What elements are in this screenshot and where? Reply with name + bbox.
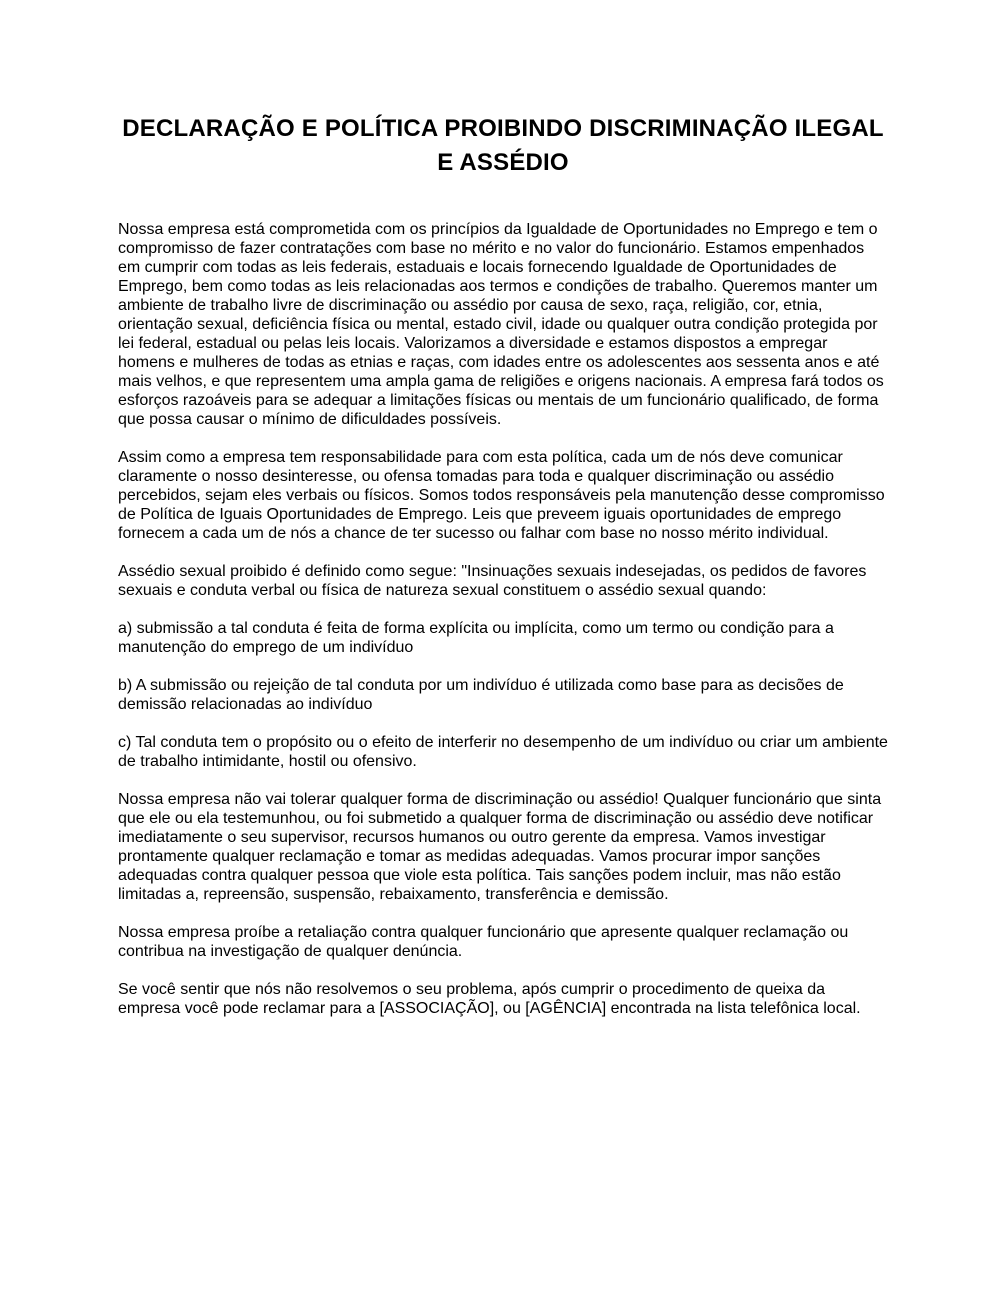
paragraph-no-retaliation: Nossa empresa proíbe a retaliação contra qualquer funcionário que apresente qualquer reclamação ou contribua na investigação de qualquer denúncia. <box>118 924 849 960</box>
paragraph-harassment-definition: Assédio sexual proibido é definido como segue: "Insinuações sexuais indesejadas, os pedidos de favores sexuais e conduta verbal ou física de natureza sexual constituem o assédio sexual quando: <box>118 563 867 599</box>
paragraph-intro-commitment: Nossa empresa está comprometida com os princípios da Igualdade de Oportunidades no Emprego e tem o compromisso de fazer contratações com base no mérito e no valor do funcionário. Estamos empenhados em cumprir com todas as leis federais, estaduais e locais fornecendo Igualdade de Oportunidades de Emprego, bem como todas as leis relacionadas aos termos e condições de trabalho. Queremos manter um ambiente de trabalho livre de discriminação ou assédio por causa de sexo, raça, religião, cor, etnia, orientação sexual, deficiência física ou mental, estado civil, idade ou qualquer outra condição protegida por lei federal, estadual ou pelas leis locais. Valorizamos a diversidade e estamos dispostos a empregar homens e mulheres de todas as etnias e raças, com idades entre os adolescentes aos sessenta anos e até mais velhos, e que representem uma ampla gama de religiões e origens nacionais. A empresa fará todos os esforços razoáveis para se adequar a limitações físicas ou mentais de um funcionário qualificado, de forma que possa causar o mínimo de dificuldades possíveis. <box>118 221 884 428</box>
paragraph-responsibility: Assim como a empresa tem responsabilidade para com esta política, cada um de nós deve comunicar claramente o nosso desinteresse, ou ofensa tomadas para toda e qualquer discriminação ou assédio percebidos, sejam eles verbais ou físicos. Somos todos responsáveis pela manutenção desse compromisso de Política de Iguais Oportunidades de Emprego. Leis que preveem iguais oportunidades de emprego fornecem a cada um de nós a chance de ter sucesso ou falhar com base no nosso mérito individual. <box>118 449 885 542</box>
paragraph-item-b: b) A submissão ou rejeição de tal conduta por um indivíduo é utilizada como base para as decisões de demissão relacionadas ao indivíduo <box>118 677 844 713</box>
paragraph-zero-tolerance: Nossa empresa não vai tolerar qualquer forma de discriminação ou assédio! Qualquer funcionário que sinta que ele ou ela testemunhou, ou foi submetido a qualquer forma de discriminação ou assédio deve notificar imediatamente o seu supervisor, recursos humanos ou outro gerente da empresa. Vamos investigar prontamente qualquer reclamação e tomar as medidas adequadas. Vamos procurar impor sanções adequadas contra qualquer pessoa que viole esta política. Tais sanções podem incluir, mas não estão limitadas a, repreensão, suspensão, rebaixamento, transferência e demissão. <box>118 791 882 903</box>
paragraph-external-complaint: Se você sentir que nós não resolvemos o seu problema, após cumprir o procedimento de queixa da empresa você pode reclamar para a [ASSOCIAÇÃO], ou [AGÊNCIA] encontrada na lista telefônica local. <box>118 981 861 1017</box>
paragraph-item-c: c) Tal conduta tem o propósito ou o efeito de interferir no desempenho de um indivíduo ou criar um ambiente de trabalho intimidante, hostil ou ofensivo. <box>118 734 888 770</box>
paragraph-item-a: a) submissão a tal conduta é feita de forma explícita ou implícita, como um termo ou condição para a manutenção do emprego de um indivíduo <box>118 620 834 656</box>
document-title: DECLARAÇÃO E POLÍTICA PROIBINDO DISCRIMINAÇÃO ILEGAL E ASSÉDIO <box>122 115 884 176</box>
